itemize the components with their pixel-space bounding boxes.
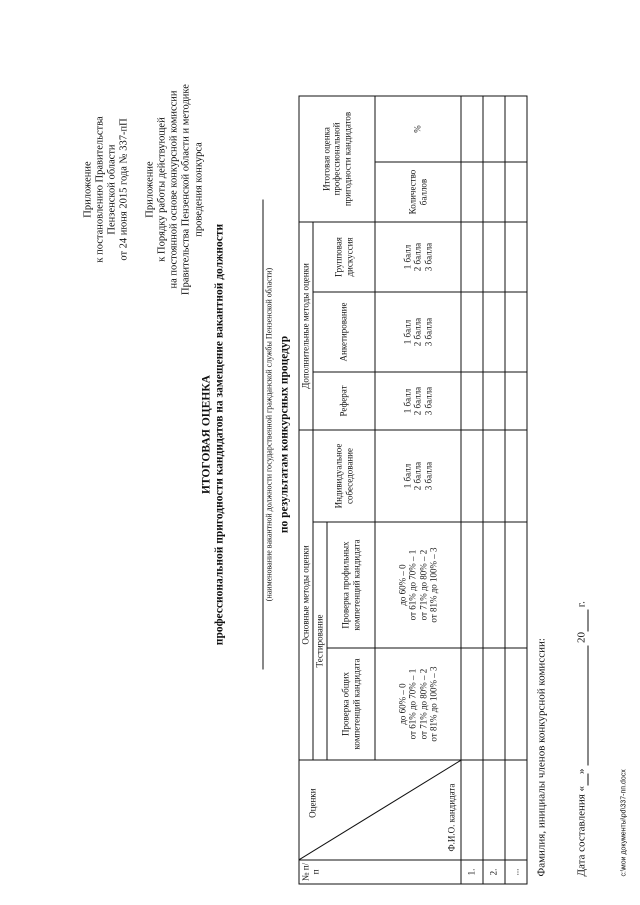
header-main-methods: Основные методы оценки — [299, 430, 313, 760]
appendix-line: Пензенской области — [106, 144, 118, 235]
header-extra-methods: Дополнительные методы оценки — [299, 222, 313, 430]
appendix-line: от 24 июня 2015 года № 337-пП — [118, 118, 130, 261]
appendix-line: Правительства Пензенской области и методике — [180, 84, 192, 295]
appendix-line: Приложение — [82, 161, 94, 218]
month-blank — [587, 646, 588, 766]
table-row — [461, 96, 483, 884]
appendix-line: проведения конкурса — [193, 142, 204, 237]
compilation-date — [576, 601, 589, 876]
vacancy-caption: (наименование вакантной должности государственной гражданской службы Пензенской области) — [263, 200, 274, 670]
header-prof-check: Проверка профильных компетенций кандидата — [327, 522, 375, 648]
row-number: 2. — [483, 860, 505, 884]
document-page — [1, 0, 640, 905]
document-title — [201, 115, 227, 755]
prof-scale: до 60% – 0 от 61% до 70% – 1 от 71% до 80% – 2 от 81% до 100% – 3 — [375, 522, 461, 648]
appendix-gap — [131, 35, 145, 345]
title-line-1: ИТОГОВАЯ ОЦЕНКА — [200, 375, 213, 494]
table-row — [483, 96, 505, 884]
appendix-block — [83, 35, 206, 345]
date-year: 20 — [575, 631, 588, 643]
anketa-scale: 1 балл 2 балла 3 балла — [375, 292, 461, 372]
year-blank — [587, 610, 588, 632]
header-anketa: Анкетирование — [313, 292, 375, 372]
appendix-line: Приложение — [144, 161, 156, 218]
row-number: 1. — [461, 860, 483, 884]
header-percent: % — [375, 96, 461, 162]
file-path: с:\мои документы\pd\337-пп.docx — [620, 769, 628, 877]
header-referat: Реферат — [313, 372, 375, 430]
header-testing: Тестирование — [313, 522, 327, 760]
date-suffix: г. — [575, 601, 588, 608]
by-results-heading: по результатам конкурсных процедур — [278, 335, 291, 534]
table-row — [505, 96, 527, 884]
assessment-table — [299, 96, 528, 885]
appendix-line: на постоянной основе конкурсной комиссии — [168, 90, 180, 289]
header-number: № п/п — [299, 860, 461, 884]
group-scale: 1 балл 2 балла 3 балла — [375, 222, 461, 292]
header-fio: Ф.И.О. кандидата — [446, 783, 457, 852]
title-line-2: профессиональной пригодности кандидатов на замещение вакантной должности — [213, 223, 226, 646]
header-interview: Индивидуальное собеседование — [313, 430, 375, 522]
general-scale: до 60% – 0 от 61% до 70% – 1 от 71% до 80% – 2 от 81% до 100% – 3 — [375, 648, 461, 760]
header-diagonal-cell — [299, 760, 461, 860]
date-quote-close: » — [575, 768, 588, 774]
header-count: Количество баллов — [375, 162, 461, 222]
diagonal-line — [300, 761, 461, 860]
header-general-check: Проверка общих компетенций кандидата — [327, 648, 375, 760]
row-number: ... — [505, 860, 527, 884]
day-blank — [587, 774, 588, 786]
interview-scale: 1 балл 2 балла 3 балла — [375, 430, 461, 522]
header-group: Групповая дискуссия — [313, 222, 375, 292]
appendix-line: к Порядку работы действующей — [156, 117, 168, 262]
appendix-line: к постановлению Правительства — [94, 116, 106, 263]
header-total: Итоговая оценка профессиональной пригодности кандидатов — [299, 96, 375, 222]
date-quote-open: « — [575, 785, 588, 792]
commission-members-label: Фамилия, инициалы членов конкурсной комиссии: — [535, 638, 548, 877]
date-prefix: Дата составления — [575, 794, 588, 877]
header-ocenki: Оценки — [307, 788, 318, 818]
referat-scale: 1 балл 2 балла 3 балла — [375, 372, 461, 430]
